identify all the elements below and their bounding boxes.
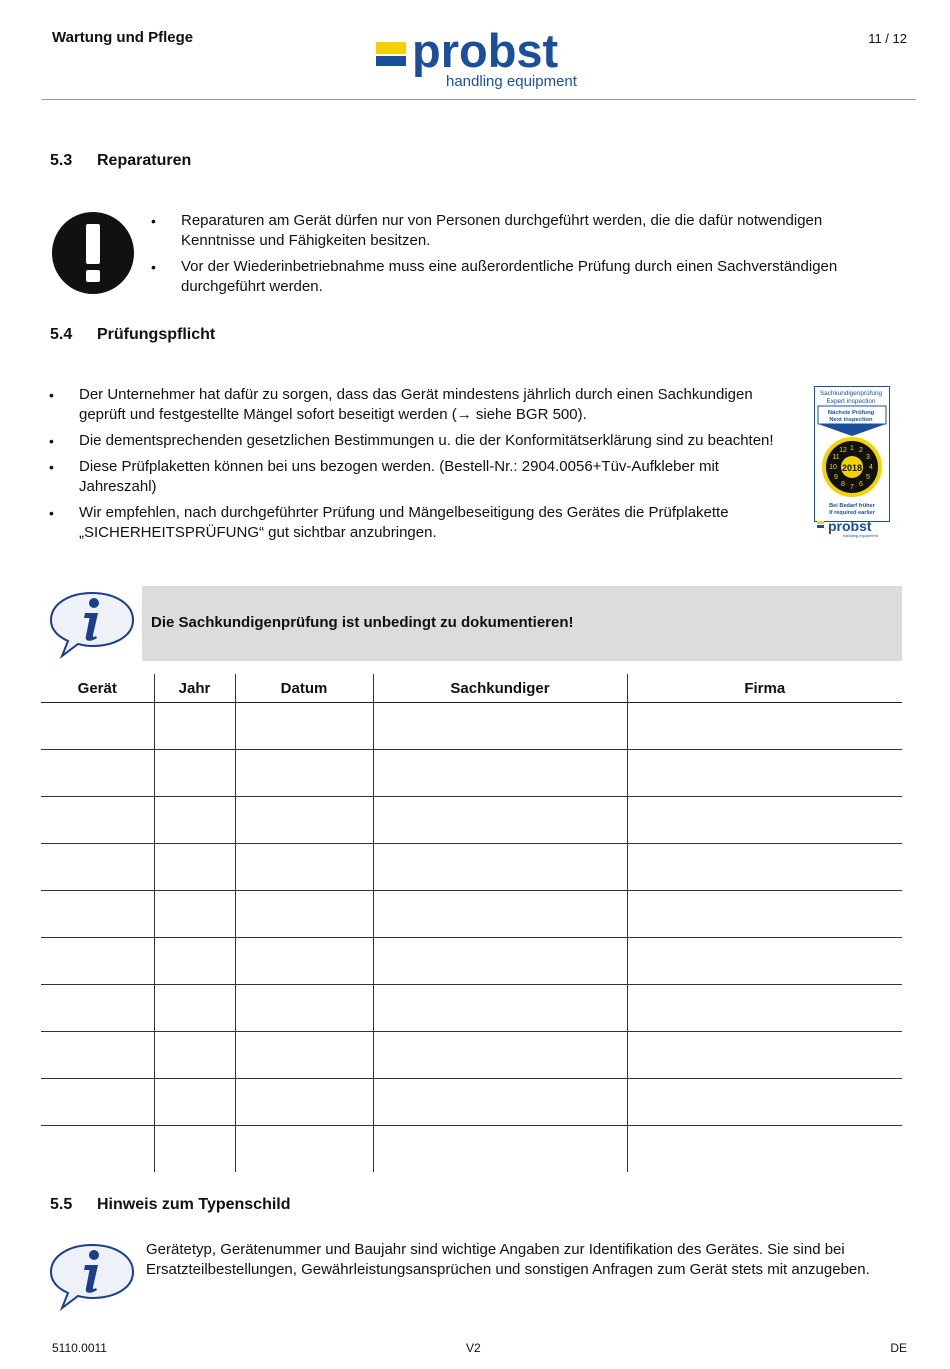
table-cell [627,844,902,891]
section-title-typenschild: Hinweis zum Typenschild [97,1196,291,1213]
table-cell [154,750,235,797]
logo-tagline: handling equipment [446,73,577,90]
section-title-reparaturen: Reparaturen [97,152,192,169]
table-cell [627,1079,902,1126]
table-cell [235,797,373,844]
table-cell [41,938,154,985]
warning-exclamation-icon [51,211,135,295]
logo-wordmark: probst [412,24,559,77]
table-cell [373,1032,627,1079]
svg-text:10: 10 [829,464,837,471]
column-header-sachkundiger: Sachkundiger [373,674,627,703]
table-cell [373,938,627,985]
table-cell [627,750,902,797]
table-cell [154,1126,235,1173]
list-item: • Wir empfehlen, nach durchgeführter Prüfung und Mängelbeseitigung des Gerätes die Prüfplakette „SICHERHEITSPRÜFUNG“ gut sichtbar anzubringen. [49,503,784,543]
table-row [41,1032,902,1079]
table-cell [41,1032,154,1079]
table-cell [235,1126,373,1173]
sticker-year: 2018 [841,463,863,473]
inspection-bullet-list [49,385,784,549]
probst-logo [376,24,591,95]
sticker-line-5: Bei Bedarf früher [829,503,875,509]
table-cell [627,1032,902,1079]
svg-text:3: 3 [866,454,870,461]
table-body [41,703,902,1173]
sticker-line-1: Sachkundigenprüfung [819,390,883,397]
svg-text:5: 5 [866,474,870,481]
list-item: • Der Unternehmer hat dafür zu sorgen, dass das Gerät mindestens jährlich durch einen Sachkundigen geprüft und festgestellte Mängel sofort beseitigt werden (→ siehe BGR 500). [49,385,784,425]
table-cell [627,797,902,844]
sticker-line-3: Nächste Prüfung [827,410,875,416]
list-item: • Reparaturen am Gerät dürfen nur von Personen durchgeführt werden, die die dafür notwendigen Kenntnisse und Fähigkeiten besitzen. [151,211,881,251]
table-cell [627,703,902,750]
section-number-5-5: 5.5 [50,1196,73,1213]
table-row [41,703,902,750]
table-cell [154,938,235,985]
sticker-line-6: If required earlier [829,510,875,516]
table-cell [235,844,373,891]
svg-text:11: 11 [832,454,840,461]
table-cell [154,797,235,844]
list-item: • Die dementsprechenden gesetzlichen Bestimmungen u. die der Konformitätserklärung sind zu beachten! [49,431,784,451]
table-header-row [41,674,902,703]
sticker-line-4: Next inspection [829,417,873,423]
table-row [41,891,902,938]
section-number-5-4: 5.4 [50,326,73,343]
table-cell [627,938,902,985]
table-cell [235,703,373,750]
table-cell [627,891,902,938]
table-row [41,797,902,844]
table-cell [235,891,373,938]
table-cell [41,844,154,891]
table-cell [235,1032,373,1079]
info-speech-bubble-icon [49,1243,135,1311]
table-cell [373,1079,627,1126]
list-item: • Vor der Wiederinbetriebnahme muss eine außerordentliche Prüfung durch einen Sachverständigen durchgeführt werden. [151,257,881,297]
table-row [41,1126,902,1173]
table-cell [41,891,154,938]
page-number: 11 / 12 [868,31,907,46]
table-cell [154,844,235,891]
logo-blue-bar [376,56,406,66]
table-cell [41,1079,154,1126]
svg-text:2: 2 [859,447,863,454]
svg-text:1: 1 [850,445,854,452]
table-cell [154,985,235,1032]
column-header-datum: Datum [235,674,373,703]
section-title-pruefungspflicht: Prüfungspflicht [97,326,216,343]
table-cell [41,750,154,797]
list-item: • Diese Prüfplaketten können bei uns bezogen werden. (Bestell-Nr.: 2904.0056+Tüv-Aufkleber mit Jahreszahl) [49,457,784,497]
header-divider [42,99,916,100]
table-cell [373,797,627,844]
table-cell [154,1032,235,1079]
footer-language: DE [890,1341,907,1355]
table-cell [154,1079,235,1126]
svg-text:4: 4 [869,464,873,471]
table-cell [373,844,627,891]
table-cell [373,703,627,750]
table-cell [235,1079,373,1126]
sticker-brand-sub: handling equipment [843,533,878,538]
svg-text:8: 8 [841,481,845,488]
table-row [41,844,902,891]
svg-text:7: 7 [850,484,854,491]
footer-doc-number: 5110.0011 [52,1341,107,1355]
table-cell [373,750,627,797]
table-cell [235,750,373,797]
svg-text:12: 12 [839,447,847,454]
inspection-sticker-image [814,386,890,538]
column-header-firma: Firma [627,674,902,703]
info-note: Die Sachkundigenprüfung ist unbedingt zu dokumentieren! [151,614,574,631]
table-cell [41,985,154,1032]
footer-version: V2 [466,1341,481,1355]
inspection-log-table [41,674,902,1172]
info-speech-bubble-icon [49,591,135,659]
table-cell [235,985,373,1032]
column-header-jahr: Jahr [154,674,235,703]
sticker-brand: probst [828,518,872,534]
table-cell [154,891,235,938]
column-header-geraet: Gerät [41,674,154,703]
table-row [41,985,902,1032]
table-cell [41,703,154,750]
table-cell [154,703,235,750]
table-cell [627,985,902,1032]
table-cell [373,985,627,1032]
table-cell [41,1126,154,1173]
svg-text:6: 6 [859,481,863,488]
section-number-5-3: 5.3 [50,152,73,169]
table-cell [41,797,154,844]
table-cell [235,938,373,985]
table-row [41,938,902,985]
table-cell [373,1126,627,1173]
logo-yellow-bar [376,42,406,54]
sticker-line-2: Expert inspection [826,398,876,405]
repair-bullet-list [151,211,881,303]
table-cell [373,891,627,938]
table-cell [627,1126,902,1173]
table-row [41,750,902,797]
type-plate-note: Gerätetyp, Gerätenummer und Baujahr sind wichtige Angaben zur Identifikation des Gerätes. Sie sind bei Ersatzteilbestellungen, Gewährleistungsansprüchen und sonstigen Anfragen zum Gerät stets mit anzugeben. [146,1241,870,1278]
table-row [41,1079,902,1126]
svg-text:9: 9 [834,474,838,481]
header-title: Wartung und Pflege [52,29,194,46]
